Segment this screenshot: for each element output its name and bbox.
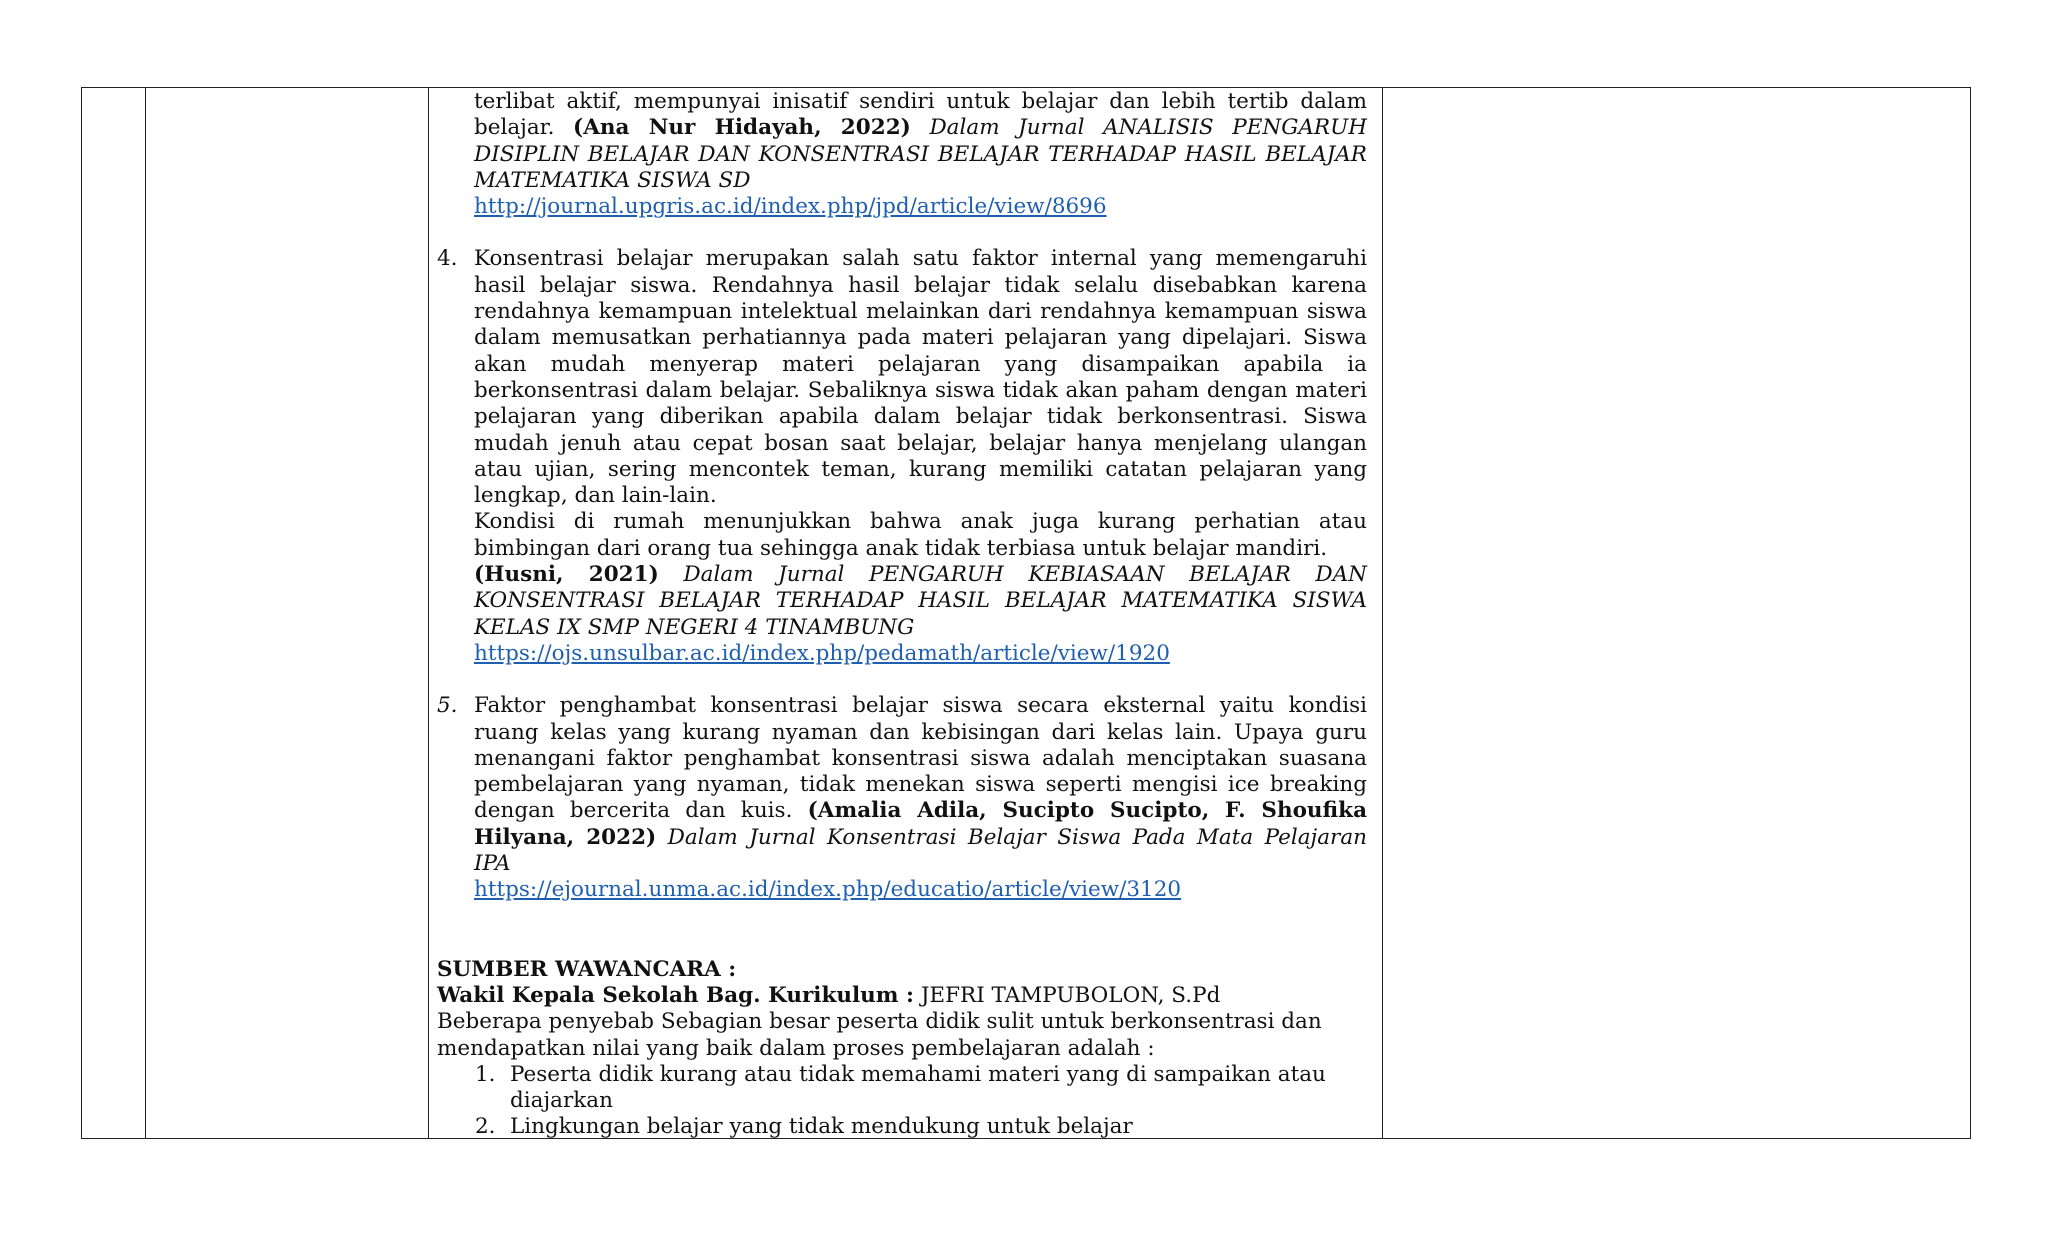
list-number: 5.	[437, 693, 458, 719]
list-number: 4.	[437, 246, 458, 272]
item3-text	[474, 89, 1367, 194]
interview-point	[437, 1114, 1376, 1140]
citation-author: (Husni, 2021)	[474, 562, 659, 588]
column-divider	[1382, 88, 1383, 1138]
citation-author: (Amalia Adila, Sucipto Sucipto, F. Shoufika Hilyana, 2022)	[474, 798, 1368, 850]
interview-role-name: JEFRI TAMPUBOLON, S.Pd	[920, 982, 1221, 1008]
interview-section	[437, 957, 1367, 1141]
table-cell-content	[437, 89, 1367, 1141]
column-divider	[145, 88, 146, 1138]
list-number: 1.	[475, 1061, 496, 1087]
column-divider	[428, 88, 429, 1138]
list-item-5	[437, 693, 1367, 903]
interview-heading: SUMBER WAWANCARA :	[437, 956, 737, 982]
citation-journal: Dalam Jurnal Konsentrasi Belajar Siswa Pada Mata Pelajaran IPA	[474, 824, 1367, 877]
interview-role-label: Wakil Kepala Sekolah Bag. Kurikulum :	[437, 982, 914, 1008]
citation-link[interactable]: https://ojs.unsulbar.ac.id/index.php/pedamath/article/view/1920	[474, 640, 1170, 666]
item5-text: Faktor penghambat konsentrasi belajar siswa secara eksternal yaitu kondisi ruang kelas yang kurang nyaman dan kebisingan dari kelas lain. Upaya guru menangani faktor penghambat konsentrasi siswa adalah menciptakan suasana pembelajaran yang nyaman, tidak menekan siswa seperti mengisi ice breaking dengan bercerita dan kuis.	[474, 693, 1367, 824]
item3-line1: terlibat aktif, mempunyai inisatif sendiri untuk belajar dan lebih tertib dalam	[474, 89, 1367, 114]
list-item-4	[437, 246, 1367, 667]
list-item-3-continuation	[437, 89, 1367, 220]
interview-role	[437, 983, 1367, 1009]
item4-paragraph-2: Kondisi di rumah menunjukkan bahwa anak juga kurang perhatian atau bimbingan dari orang tua sehingga anak tidak terbiasa untuk belajar mandiri.	[474, 509, 1367, 561]
item4-paragraph: Konsentrasi belajar merupakan salah satu faktor internal yang memengaruhi hasil belajar siswa. Rendahnya hasil belajar tidak selalu disebabkan karena rendahnya kemampuan intelektual melainkan dari rendahnya kemampuan siswa dalam memusatkan perhatiannya pada materi pelajaran yang dipelajari. Siswa akan mudah menyerap materi pelajaran yang disampaikan apabila ia berkonsentrasi dalam belajar. Sebaliknya siswa tidak akan paham dengan materi pelajaran yang diberikan apabila dalam belajar tidak berkonsentrasi. Siswa mudah jenuh atau cepat bosan saat belajar, belajar hanya menjelang ulangan atau ujian, sering mencontek teman, kurang memiliki catatan pelajaran yang lengkap, dan lain-lain.	[474, 246, 1367, 509]
citation-link[interactable]: http://journal.upgris.ac.id/index.php/jpd/article/view/8696	[474, 194, 1107, 220]
item4-citation	[474, 562, 1367, 641]
item5-paragraph	[474, 693, 1367, 877]
interview-point-text: Lingkungan belajar yang tidak mendukung untuk belajar	[510, 1114, 1133, 1140]
interview-point-text: Peserta didik kurang atau tidak memahami materi yang di sampaikan atau diajarkan	[510, 1061, 1326, 1114]
citation-journal: Dalam Jurnal PENGARUH KEBIASAAN BELAJAR DAN KONSENTRASI BELAJAR TERHADAP HASIL BELAJAR MATEMATIKA SISWA KELAS IX SMP NEGERI 4 TINAMBUNG	[474, 562, 1367, 640]
citation-author: (Ana Nur Hidayah, 2022)	[573, 115, 911, 141]
citation-journal: Dalam Jurnal ANALISIS PENGARUH DISIPLIN BELAJAR DAN KONSENTRASI BELAJAR TERHADAP HASIL BELAJAR MATEMATIKA SISWA SD	[474, 115, 1367, 193]
interview-point	[437, 1062, 1376, 1115]
list-number: 2.	[475, 1114, 496, 1140]
item3-line2: belajar.	[474, 115, 555, 141]
interview-intro: Beberapa penyebab Sebagian besar peserta didik sulit untuk berkonsentrasi dan mendapatkan nilai yang baik dalam proses pembelajaran adalah :	[437, 1009, 1322, 1061]
citation-link[interactable]: https://ejournal.unma.ac.id/index.php/educatio/article/view/3120	[474, 877, 1182, 903]
